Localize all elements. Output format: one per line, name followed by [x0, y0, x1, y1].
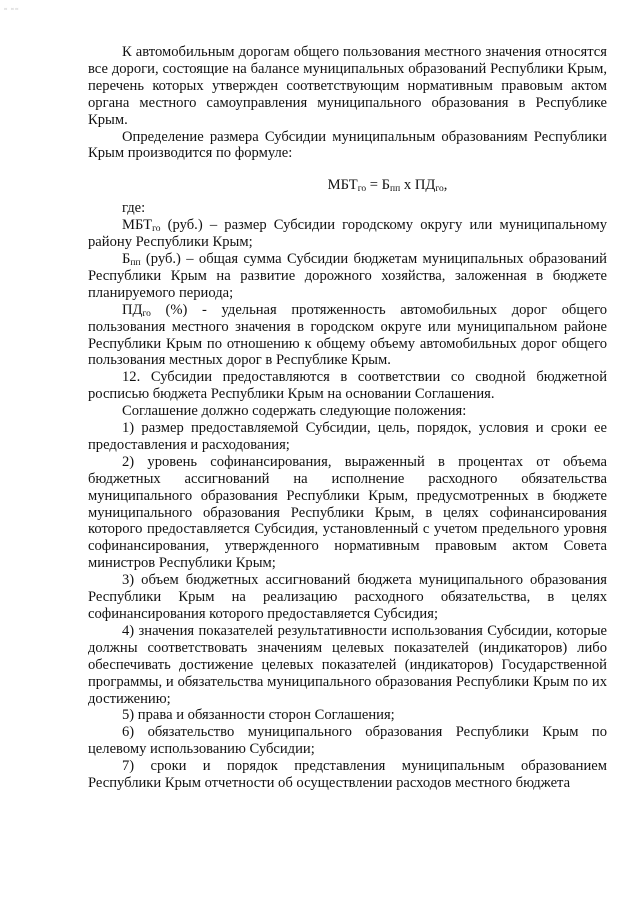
formula-eq: = Б: [366, 177, 391, 194]
definition-b: [88, 251, 607, 302]
definition-b-term: Б: [122, 250, 131, 267]
agreement-item-3: 3) объем бюджетных ассигнований бюджета муниципального образования Республики Крым на реализацию расходного обязательства, в целях софинансирования которого предоставляется Субсидия;: [88, 572, 607, 622]
definition-pd-sub: го: [142, 308, 151, 319]
agreement-item-2: 2) уровень софинансирования, выраженный в процентах от объема бюджетных ассигнований на исполнение расходного обязательства муниципального образования Республики Крым, предусмотренных в бюджете муниципального образования Республики Крым, в целях софинансирования которого предоставляется Субсидия, установленный с учетом предельного уровня софинансирования, утвержденного нормативным правовым актом Совета министров Республики Крым;: [88, 453, 607, 572]
formula-mul: х ПД: [400, 177, 436, 194]
definition-pd-text: (%) - удельная протяженность автомобильных дорог общего пользования местного значения в городском округе или муниципальном районе Республики Крым по отношению к общему объему автомобильных дорог общего пользования местных дорог в Республике Крым.: [88, 301, 607, 369]
formula-lhs-sub: го: [357, 184, 367, 195]
definition-mbt-term: МБТ: [122, 217, 153, 234]
where-label: где:: [122, 200, 146, 217]
definition-b-sub: пп: [130, 257, 141, 268]
agreement-item-7: 7) сроки и порядок представления муниципальным образованием Республики Крым отчетности об осуществлении расходов местного бюджета: [88, 758, 607, 792]
scan-corner-mark: ≈ ≈≈: [4, 7, 20, 13]
agreement-intro: Соглашение должно содержать следующие положения:: [122, 403, 467, 420]
agreement-item-4: 4) значения показателей результативности использования Субсидии, которые должны соответствовать значениям целевых показателей (индикаторов) либо обеспечивать достижение целевых показателей (индикаторов) Государственной программы, и обязательства муниципального образования Республики Крым по их достижению;: [88, 622, 607, 707]
formula-pd-sub: го: [435, 184, 444, 195]
paragraph-subsidy-definition: Определение размера Субсидии муниципальным образованиям Республики Крым производится по формуле:: [88, 128, 607, 162]
definition-mbt-sub: го: [152, 224, 161, 235]
formula-lhs: МБТ: [327, 177, 358, 194]
definition-pd: [88, 302, 607, 370]
definition-b-text: (руб.) – общая сумма Субсидии бюджетам муниципальных образований Республики Крым на развитие дорожного хозяйства, заложенная в бюджете планируемого периода;: [88, 250, 607, 301]
definition-mbt-text: (руб.) – размер Субсидии городскому округу или муниципальному району Республики Крым;: [88, 217, 607, 251]
agreement-item-6: 6) обязательство муниципального образования Республики Крым по целевому использованию Субсидии;: [88, 724, 607, 758]
paragraph-roads: К автомобильным дорогам общего пользования местного значения относятся все дороги, состоящие на балансе муниципальных образований Республики Крым, перечень которых утвержден соответствующим нормативным правовым актом органа местного самоуправления муниципального образования в Республике Крым.: [88, 44, 607, 128]
formula-b-sub: пп: [390, 184, 401, 195]
formula: [88, 177, 607, 194]
definition-mbt: [88, 217, 607, 251]
clause-12: 12. Субсидии предоставляются в соответствии со сводной бюджетной росписью бюджета Республики Крым на основании Соглашения.: [88, 369, 607, 403]
formula-tail: ,: [443, 177, 448, 194]
agreement-item-5: 5) права и обязанности сторон Соглашения;: [122, 707, 395, 724]
agreement-item-1: 1) размер предоставляемой Субсидии, цель, порядок, условия и сроки ее предоставления и расходования;: [88, 420, 607, 453]
definition-pd-term: ПД: [122, 301, 143, 318]
